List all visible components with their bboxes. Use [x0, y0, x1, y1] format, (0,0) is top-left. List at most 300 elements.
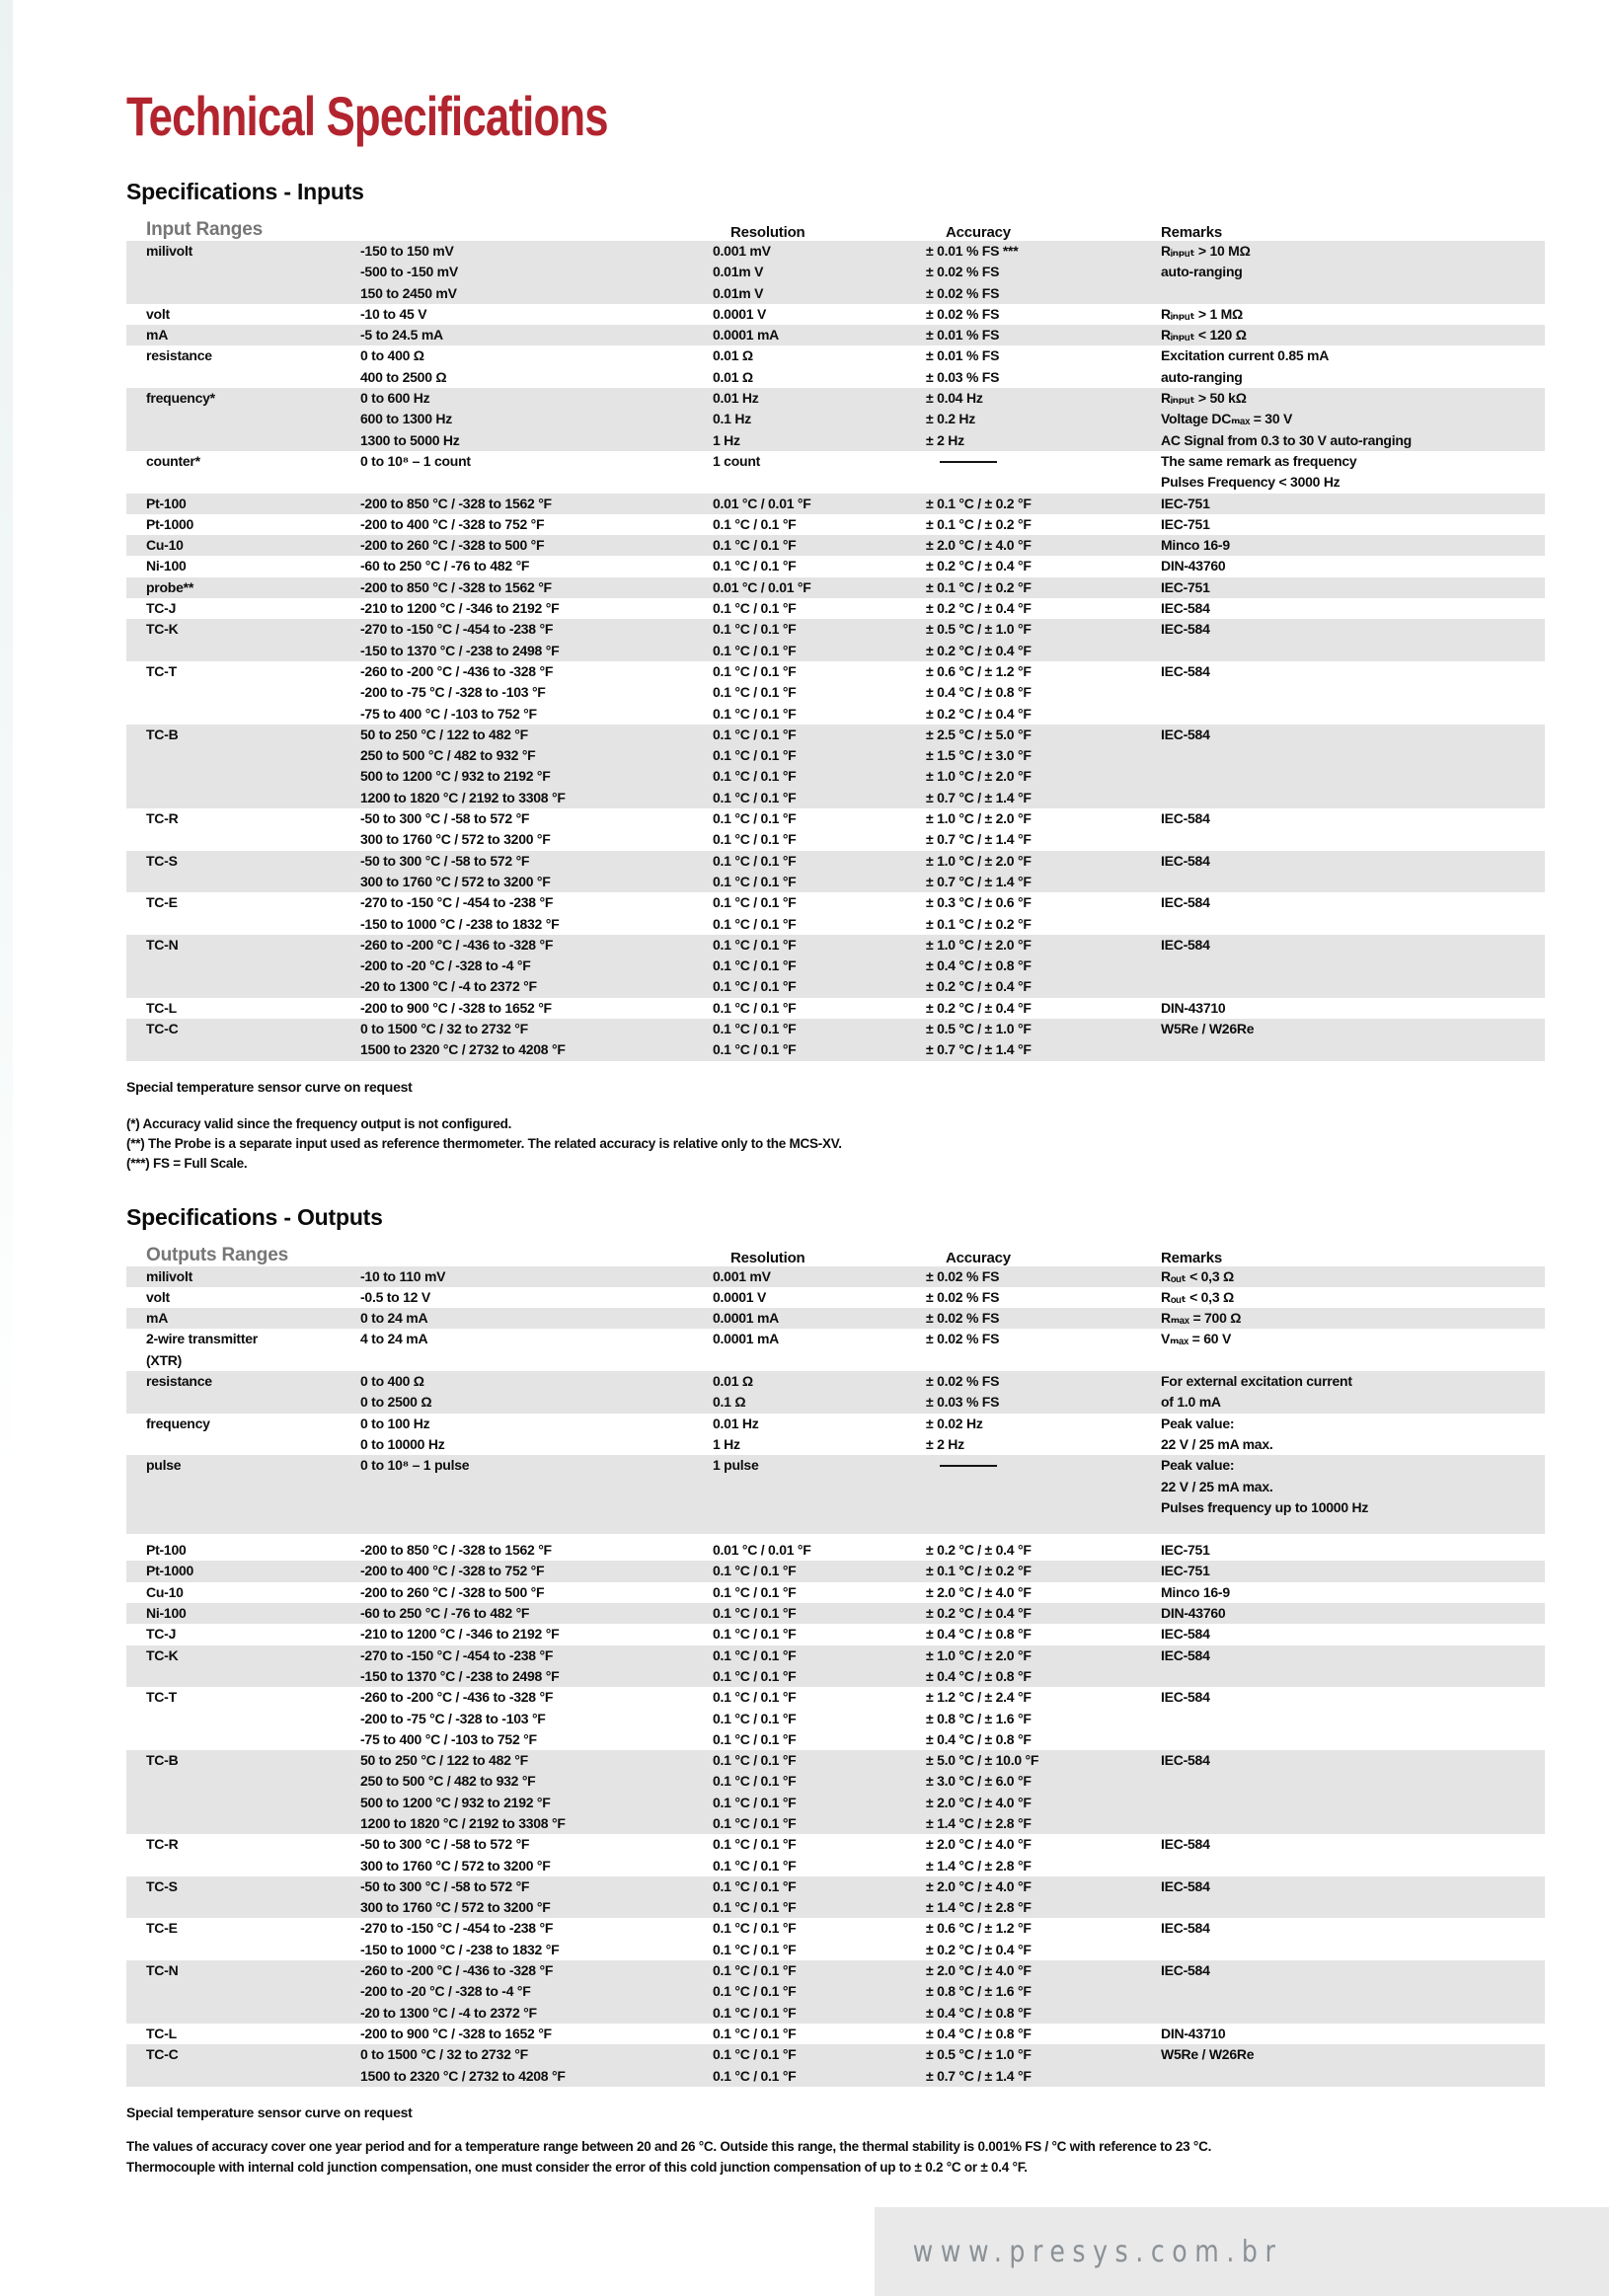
remark-cell: Peak value:: [1161, 1457, 1235, 1474]
row-label: [126, 2003, 360, 2024]
remark-cell: AC Signal from 0.3 to 30 V auto-ranging: [1161, 431, 1412, 448]
table-row: [126, 325, 1545, 345]
remark-cell: IEC-584: [1161, 1689, 1210, 1706]
range-cell: -500 to -150 mV: [360, 264, 458, 280]
remark-cell: IEC-584: [1161, 1920, 1210, 1937]
resolution-cell: 0.1 °C / 0.1 °F: [713, 537, 797, 554]
resolution-cell: 0.01 Hz: [713, 390, 759, 407]
remark-cell: auto-ranging: [1161, 264, 1243, 280]
row-label: Ni-100: [146, 558, 187, 574]
remark-cell: of 1.0 mA: [1161, 1394, 1221, 1411]
range-cell: -260 to -200 °C / -436 to -328 °F: [360, 1689, 554, 1706]
accuracy-cell: ± 0.4 °C / ± 0.8 °F: [926, 1730, 1032, 1747]
remark-cell: Rᵢₙₚᵤₜ > 1 MΩ: [1161, 305, 1244, 322]
row-label: [126, 472, 360, 493]
resolution-cell: 0.01 Ω: [713, 368, 753, 385]
row-label: 2-wire transmitter: [146, 1331, 258, 1347]
row-label: Pt-100: [146, 1542, 187, 1559]
row-label: [126, 1981, 360, 2002]
row-label: volt: [146, 305, 170, 322]
range-cell: -150 to 1000 °C / -238 to 1832 °F: [360, 1941, 560, 1957]
range-cell: 1500 to 2320 °C / 2732 to 4208 °F: [360, 2067, 566, 2084]
accuracy-cell: ± 0.02 % FS: [926, 284, 1000, 301]
remark-cell: Pulses Frequency < 3000 Hz: [1161, 474, 1341, 491]
range-cell: -200 to 850 °C / -328 to 1562 °F: [360, 1542, 552, 1559]
remark-cell: 22 V / 25 mA max.: [1161, 1478, 1273, 1494]
range-cell: -200 to 260 °C / -328 to 500 °F: [360, 1583, 545, 1600]
remark-cell: [1161, 1793, 1545, 1813]
range-cell: 0 to 600 Hz: [360, 390, 430, 407]
range-cell: -210 to 1200 °C / -346 to 2192 °F: [360, 600, 560, 617]
remark-cell: Rᵢₙₚᵤₜ > 10 MΩ: [1161, 243, 1251, 259]
resolution-cell: 1 pulse: [713, 1457, 759, 1474]
inputs-section: [126, 178, 1609, 1174]
accuracy-cell: ± 0.03 % FS: [926, 1394, 1000, 1411]
range-cell: 500 to 1200 °C / 932 to 2192 °F: [360, 768, 551, 785]
table-row: [126, 2024, 1545, 2044]
range-cell: -60 to 250 °C / -76 to 482 °F: [360, 1605, 530, 1622]
accuracy-cell: ± 2.0 °C / ± 4.0 °F: [926, 1877, 1032, 1894]
resolution-cell: 0.1 Hz: [713, 411, 751, 427]
accuracy-cell: ± 0.4 °C / ± 0.8 °F: [926, 1626, 1032, 1643]
remark-cell: Pulses frequency up to 10000 Hz: [1161, 1498, 1369, 1515]
accuracy-cell: [926, 1455, 1161, 1476]
accuracy-cell: ± 0.1 °C / ± 0.2 °F: [926, 515, 1032, 532]
remark-cell: Rₒᵤₜ < 0,3 Ω: [1161, 1288, 1234, 1305]
accuracy-cell: [926, 1350, 1161, 1371]
accuracy-cell: ± 0.02 Hz: [926, 1415, 983, 1431]
footnote: (*) Accuracy valid since the frequency output is not configured.: [126, 1115, 512, 1131]
remark-cell: IEC-584: [1161, 1646, 1210, 1663]
resolution-cell: 0.1 °C / 0.1 °F: [713, 621, 797, 638]
range-cell: -150 to 1370 °C / -238 to 2498 °F: [360, 642, 560, 658]
row-label: milivolt: [146, 243, 193, 259]
remark-cell: DIN-43760: [1161, 1605, 1226, 1622]
remark-cell: DIN-43760: [1161, 558, 1226, 574]
range-cell: 0 to 2500 Ω: [360, 1394, 432, 1411]
row-label: [126, 829, 360, 850]
resolution-cell: 0.1 °C / 0.1 °F: [713, 747, 797, 764]
remark-cell: [1161, 1709, 1545, 1729]
inputs-table-header: [126, 211, 1545, 241]
remark-cell: [1161, 1981, 1545, 2002]
range-cell: -10 to 110 mV: [360, 1267, 446, 1284]
resolution-cell: 0.01m V: [713, 284, 764, 301]
remark-cell: IEC-584: [1161, 936, 1210, 953]
row-label: [126, 872, 360, 892]
range-cell: -0.5 to 12 V: [360, 1288, 430, 1305]
range-cell: 50 to 250 °C / 122 to 482 °F: [360, 726, 528, 742]
resolution-cell: 0.1 °C / 0.1 °F: [713, 705, 797, 722]
table-row: [126, 1414, 1545, 1456]
range-cell: 150 to 2450 mV: [360, 284, 457, 301]
row-label: TC-N: [146, 1962, 179, 1979]
accuracy-cell: ± 1.5 °C / ± 3.0 °F: [926, 747, 1032, 764]
column-header-resolution: Resolution: [730, 1249, 805, 1266]
row-label: TC-J: [146, 600, 177, 617]
remark-cell: IEC-584: [1161, 600, 1210, 617]
row-label: Cu-10: [146, 1583, 184, 1600]
remark-cell: [1161, 872, 1545, 892]
table-row: [126, 556, 1545, 576]
column-header-remarks: Remarks: [1161, 1249, 1222, 1266]
outputs-table-header: [126, 1237, 1545, 1266]
remark-cell: [1161, 1771, 1545, 1792]
range-cell: 0 to 100 Hz: [360, 1415, 430, 1431]
range-cell: -200 to -75 °C / -328 to -103 °F: [360, 684, 546, 701]
resolution-cell: 0.1 °C / 0.1 °F: [713, 1020, 797, 1036]
table-row: [126, 661, 1545, 725]
resolution-cell: 0.1 °C / 0.1 °F: [713, 999, 797, 1016]
row-label: Pt-1000: [146, 1563, 194, 1579]
resolution-cell: 1 Hz: [713, 431, 740, 448]
remark-cell: Rᵢₙₚᵤₜ > 50 kΩ: [1161, 390, 1247, 407]
table-row: [126, 1266, 1545, 1287]
table-row: [126, 577, 1545, 598]
accuracy-cell: ± 0.3 °C / ± 0.6 °F: [926, 894, 1032, 911]
remark-cell: Rₒᵤₜ < 0,3 Ω: [1161, 1267, 1234, 1284]
remark-cell: [1161, 1039, 1545, 1060]
accuracy-cell: ± 1.4 °C / ± 2.8 °F: [926, 1899, 1032, 1916]
table-row: [126, 1287, 1545, 1308]
accuracy-cell: ± 0.02 % FS: [926, 1267, 1000, 1284]
remark-cell: [1161, 704, 1545, 725]
table-row: [126, 619, 1545, 661]
remark-cell: IEC-584: [1161, 810, 1210, 827]
table-row: [126, 892, 1545, 935]
row-label: [126, 956, 360, 976]
resolution-cell: 0.1 °C / 0.1 °F: [713, 1899, 797, 1916]
remark-cell: Minco 16-9: [1161, 537, 1230, 554]
accuracy-cell: ± 2.5 °C / ± 5.0 °F: [926, 726, 1032, 742]
outputs-table-body: [126, 1266, 1545, 2087]
resolution-cell: 0.1 °C / 0.1 °F: [713, 1646, 797, 1663]
accuracy-cell: ± 0.02 % FS: [926, 1288, 1000, 1305]
resolution-cell: 0.1 °C / 0.1 °F: [713, 1667, 797, 1684]
range-cell: -200 to 260 °C / -328 to 500 °F: [360, 537, 545, 554]
table-row: [126, 2044, 1545, 2087]
resolution-cell: 0.1 °C / 0.1 °F: [713, 1920, 797, 1937]
accuracy-cell: ± 0.2 °C / ± 0.4 °F: [926, 558, 1032, 574]
range-cell: -200 to -75 °C / -328 to -103 °F: [360, 1710, 546, 1726]
row-label: [126, 704, 360, 725]
remark-cell: IEC-751: [1161, 578, 1210, 595]
range-cell: -270 to -150 °C / -454 to -238 °F: [360, 1646, 554, 1663]
range-cell: [360, 1350, 713, 1371]
row-label: TC-T: [146, 662, 177, 679]
row-label: TC-R: [146, 810, 179, 827]
resolution-cell: 0.0001 V: [713, 1288, 767, 1305]
range-cell: -20 to 1300 °C / -4 to 2372 °F: [360, 2004, 537, 2021]
accuracy-cell: ± 0.2 Hz: [926, 411, 976, 427]
resolution-cell: 0.1 Ω: [713, 1394, 746, 1411]
row-label: Pt-100: [146, 495, 187, 511]
footnote: (**) The Probe is a separate input used as reference thermometer. The related accuracy is relative only to the MCS-XV.: [126, 1135, 842, 1151]
accuracy-cell: ± 0.8 °C / ± 1.6 °F: [926, 1983, 1032, 2000]
resolution-cell: 0.1 °C / 0.1 °F: [713, 852, 797, 869]
outputs-heading: Specifications - Outputs: [126, 1203, 383, 1230]
accuracy-cell: ± 0.01 % FS ***: [926, 243, 1019, 259]
accuracy-cell: ± 0.2 °C / ± 0.4 °F: [926, 600, 1032, 617]
accuracy-cell: ± 2.0 °C / ± 4.0 °F: [926, 1962, 1032, 1979]
range-cell: -200 to -20 °C / -328 to -4 °F: [360, 1983, 531, 2000]
range-cell: -200 to 850 °C / -328 to 1562 °F: [360, 495, 552, 511]
remark-cell: [1161, 1729, 1545, 1750]
table-row: [126, 1687, 1545, 1750]
table-row: [126, 1918, 1545, 1960]
resolution-cell: 0.1 °C / 0.1 °F: [713, 515, 797, 532]
accuracy-cell: ± 0.5 °C / ± 1.0 °F: [926, 1020, 1032, 1036]
remark-cell: Peak value:: [1161, 1415, 1235, 1431]
table-row: [126, 1455, 1545, 1534]
row-label: TC-K: [146, 621, 179, 638]
accuracy-cell: ± 0.7 °C / ± 1.4 °F: [926, 873, 1032, 889]
table-row: [126, 598, 1545, 619]
row-label: [126, 409, 360, 429]
remark-cell: [1161, 745, 1545, 766]
inputs-note: Special temperature sensor curve on request: [126, 1078, 413, 1095]
resolution-cell: 0.1 °C / 0.1 °F: [713, 1563, 797, 1579]
range-cell: 4 to 24 mA: [360, 1331, 428, 1347]
remark-cell: DIN-43710: [1161, 999, 1226, 1016]
row-label: [126, 1940, 360, 1960]
range-cell: -60 to 250 °C / -76 to 482 °F: [360, 558, 530, 574]
remark-cell: W5Re / W26Re: [1161, 1020, 1255, 1036]
resolution-cell: 0.1 °C / 0.1 °F: [713, 1877, 797, 1894]
range-cell: -50 to 300 °C / -58 to 572 °F: [360, 810, 530, 827]
accuracy-cell: ± 0.6 °C / ± 1.2 °F: [926, 1920, 1032, 1937]
remark-cell: IEC-751: [1161, 495, 1210, 511]
range-cell: 300 to 1760 °C / 572 to 3200 °F: [360, 873, 551, 889]
row-label: [126, 976, 360, 997]
resolution-cell: 0.1 °C / 0.1 °F: [713, 1983, 797, 2000]
row-label: TC-N: [146, 936, 179, 953]
accuracy-cell: ± 1.0 °C / ± 2.0 °F: [926, 936, 1032, 953]
remark-cell: IEC-584: [1161, 1626, 1210, 1643]
row-label: TC-C: [146, 1020, 179, 1036]
resolution-cell: 0.1 °C / 0.1 °F: [713, 600, 797, 617]
accuracy-cell: ± 1.4 °C / ± 2.8 °F: [926, 1815, 1032, 1831]
range-cell: 0 to 1500 °C / 32 to 2732 °F: [360, 1020, 528, 1036]
range-cell: -200 to 900 °C / -328 to 1652 °F: [360, 999, 552, 1016]
accuracy-cell: ± 0.7 °C / ± 1.4 °F: [926, 789, 1032, 805]
inputs-table-body: [126, 241, 1545, 1061]
accuracy-cell: ± 2.0 °C / ± 4.0 °F: [926, 1794, 1032, 1810]
resolution-cell: 0.1 °C / 0.1 °F: [713, 936, 797, 953]
row-label: Cu-10: [146, 537, 184, 554]
accuracy-cell: ± 0.03 % FS: [926, 368, 1000, 385]
resolution-cell: 0.1 °C / 0.1 °F: [713, 1857, 797, 1874]
range-cell: -270 to -150 °C / -454 to -238 °F: [360, 621, 554, 638]
table-row: [126, 451, 1545, 494]
row-label: TC-B: [146, 726, 179, 742]
accuracy-cell: ± 2 Hz: [926, 1435, 964, 1452]
row-label: TC-R: [146, 1836, 179, 1853]
resolution-cell: 0.01 °C / 0.01 °F: [713, 578, 811, 595]
resolution-cell: [713, 1497, 926, 1518]
resolution-cell: 0.1 °C / 0.1 °F: [713, 810, 797, 827]
resolution-cell: 1 Hz: [713, 1435, 740, 1452]
resolution-cell: 0.1 °C / 0.1 °F: [713, 1710, 797, 1726]
inputs-footnotes: [126, 1114, 1609, 1174]
table-row: [126, 1603, 1545, 1624]
range-cell: -150 to 1370 °C / -238 to 2498 °F: [360, 1667, 560, 1684]
accuracy-cell: ± 0.4 °C / ± 0.8 °F: [926, 684, 1032, 701]
resolution-cell: 0.1 °C / 0.1 °F: [713, 1794, 797, 1810]
remark-cell: IEC-584: [1161, 894, 1210, 911]
range-cell: 0 to 400 Ω: [360, 1373, 424, 1390]
column-header-remarks: Remarks: [1161, 224, 1222, 241]
accuracy-cell: ± 1.0 °C / ± 2.0 °F: [926, 852, 1032, 869]
accuracy-cell: ± 0.01 % FS: [926, 327, 1000, 344]
row-label: TC-T: [146, 1689, 177, 1706]
resolution-cell: 0.1 °C / 0.1 °F: [713, 1730, 797, 1747]
remark-cell: Vₘₐₓ = 60 V: [1161, 1331, 1232, 1347]
range-cell: -200 to 400 °C / -328 to 752 °F: [360, 515, 545, 532]
row-label: TC-K: [146, 1646, 179, 1663]
remark-cell: Excitation current 0.85 mA: [1161, 347, 1330, 364]
row-label: [126, 262, 360, 282]
remark-cell: [1161, 976, 1545, 997]
range-cell: -270 to -150 °C / -454 to -238 °F: [360, 894, 554, 911]
table-row: [126, 1645, 1545, 1688]
row-label: TC-J: [146, 1626, 177, 1643]
range-cell: -270 to -150 °C / -454 to -238 °F: [360, 1920, 554, 1937]
remark-cell: [1161, 1666, 1545, 1687]
remark-cell: Rᵢₙₚᵤₜ < 120 Ω: [1161, 327, 1247, 344]
table-row: [126, 388, 1545, 451]
row-label: [126, 430, 360, 451]
row-label: counter*: [146, 452, 200, 469]
accuracy-cell: ± 0.02 % FS: [926, 1310, 1000, 1327]
remark-cell: IEC-584: [1161, 1836, 1210, 1853]
row-label: pulse: [146, 1457, 182, 1474]
outputs-table: [126, 1237, 1545, 2087]
no-accuracy-dash: [940, 461, 997, 463]
remark-cell: [1161, 1856, 1545, 1876]
table-row: [126, 808, 1545, 851]
remark-cell: Rₘₐₓ = 700 Ω: [1161, 1310, 1242, 1327]
range-cell: -20 to 1300 °C / -4 to 2372 °F: [360, 978, 537, 995]
table-row: [126, 345, 1545, 388]
resolution-cell: 0.001 mV: [713, 1267, 771, 1284]
range-cell: -200 to 400 °C / -328 to 752 °F: [360, 1563, 545, 1579]
accuracy-cell: ± 0.7 °C / ± 1.4 °F: [926, 2067, 1032, 2084]
range-cell: 600 to 1300 Hz: [360, 411, 452, 427]
accuracy-cell: ± 3.0 °C / ± 6.0 °F: [926, 1773, 1032, 1790]
table-row: [126, 725, 1545, 808]
resolution-cell: 0.1 °C / 0.1 °F: [713, 684, 797, 701]
row-label: [126, 283, 360, 304]
resolution-cell: 0.1 °C / 0.1 °F: [713, 978, 797, 995]
range-cell: [360, 1497, 713, 1518]
row-label: [126, 1497, 360, 1518]
resolution-cell: 0.1 °C / 0.1 °F: [713, 2025, 797, 2041]
website-url: www.presys.com.br: [912, 2234, 1283, 2269]
remark-cell: 22 V / 25 mA max.: [1161, 1435, 1273, 1452]
resolution-cell: 0.1 °C / 0.1 °F: [713, 768, 797, 785]
row-label: [126, 1039, 360, 1060]
accuracy-cell: ± 0.02 % FS: [926, 305, 1000, 322]
resolution-cell: 0.0001 mA: [713, 327, 780, 344]
row-label: [126, 745, 360, 766]
row-label: [126, 1771, 360, 1792]
resolution-cell: 0.1 °C / 0.1 °F: [713, 957, 797, 974]
resolution-cell: 1 count: [713, 452, 761, 469]
accuracy-cell: ± 0.02 % FS: [926, 1331, 1000, 1347]
row-label: Pt-1000: [146, 515, 194, 532]
accuracy-cell: ± 0.02 % FS: [926, 1373, 1000, 1390]
no-accuracy-dash: [940, 1465, 997, 1467]
table-row: [126, 1876, 1545, 1919]
accuracy-cell: ± 2.0 °C / ± 4.0 °F: [926, 537, 1032, 554]
accuracy-cell: ± 1.0 °C / ± 2.0 °F: [926, 1646, 1032, 1663]
resolution-cell: 0.01 Ω: [713, 1373, 753, 1390]
range-cell: -200 to 850 °C / -328 to 1562 °F: [360, 578, 552, 595]
row-label: [126, 367, 360, 388]
row-label: [126, 1813, 360, 1834]
row-label: mA: [146, 1310, 169, 1327]
resolution-cell: 0.1 °C / 0.1 °F: [713, 2067, 797, 2084]
accuracy-cell: ± 0.7 °C / ± 1.4 °F: [926, 1041, 1032, 1058]
accuracy-cell: ± 5.0 °C / ± 10.0 °F: [926, 1752, 1039, 1769]
accuracy-cell: ± 0.2 °C / ± 0.4 °F: [926, 1542, 1032, 1559]
remark-cell: The same remark as frequency: [1161, 452, 1357, 469]
resolution-cell: 0.1 °C / 0.1 °F: [713, 894, 797, 911]
range-cell: 400 to 2500 Ω: [360, 368, 447, 385]
remark-cell: Minco 16-9: [1161, 1583, 1230, 1600]
accuracy-cell: ± 1.2 °C / ± 2.4 °F: [926, 1689, 1032, 1706]
row-label: [126, 1666, 360, 1687]
resolution-cell: 0.1 °C / 0.1 °F: [713, 1583, 797, 1600]
table-row: [126, 304, 1545, 325]
range-cell: 1300 to 5000 Hz: [360, 431, 460, 448]
accuracy-cell: ± 0.5 °C / ± 1.0 °F: [926, 2046, 1032, 2063]
inputs-table-title: Input Ranges: [146, 219, 263, 240]
accuracy-cell: ± 2.0 °C / ± 4.0 °F: [926, 1583, 1032, 1600]
row-label: [126, 1793, 360, 1813]
remark-cell: [1161, 914, 1545, 935]
accuracy-cell: [926, 451, 1161, 472]
resolution-cell: 0.1 °C / 0.1 °F: [713, 1626, 797, 1643]
remark-cell: IEC-584: [1161, 1962, 1210, 1979]
accuracy-cell: ± 0.4 °C / ± 0.8 °F: [926, 957, 1032, 974]
resolution-cell: [713, 1477, 926, 1497]
accuracy-cell: [926, 1477, 1161, 1497]
resolution-cell: 0.1 °C / 0.1 °F: [713, 1773, 797, 1790]
inputs-heading: Specifications - Inputs: [126, 179, 364, 204]
outputs-note: Special temperature sensor curve on request: [126, 2104, 413, 2120]
accuracy-cell: ± 1.0 °C / ± 2.0 °F: [926, 810, 1032, 827]
accuracy-cell: ± 0.2 °C / ± 0.4 °F: [926, 1941, 1032, 1957]
row-label: [126, 1856, 360, 1876]
remark-cell: For external excitation current: [1161, 1373, 1352, 1390]
resolution-cell: 0.1 °C / 0.1 °F: [713, 1752, 797, 1769]
resolution-cell: [713, 472, 926, 493]
row-label: [126, 682, 360, 703]
row-label: TC-S: [146, 1877, 178, 1894]
column-header-resolution: Resolution: [730, 224, 805, 241]
accuracy-cell: ± 2.0 °C / ± 4.0 °F: [926, 1836, 1032, 1853]
row-label: TC-E: [146, 894, 178, 911]
row-label: [126, 1434, 360, 1455]
remark-cell: [1161, 682, 1545, 703]
remark-cell: IEC-751: [1161, 515, 1210, 532]
range-cell: 500 to 1200 °C / 932 to 2192 °F: [360, 1794, 551, 1810]
row-label: TC-L: [146, 2025, 177, 2041]
range-cell: -200 to 900 °C / -328 to 1652 °F: [360, 2025, 552, 2041]
table-row: [126, 1750, 1545, 1834]
